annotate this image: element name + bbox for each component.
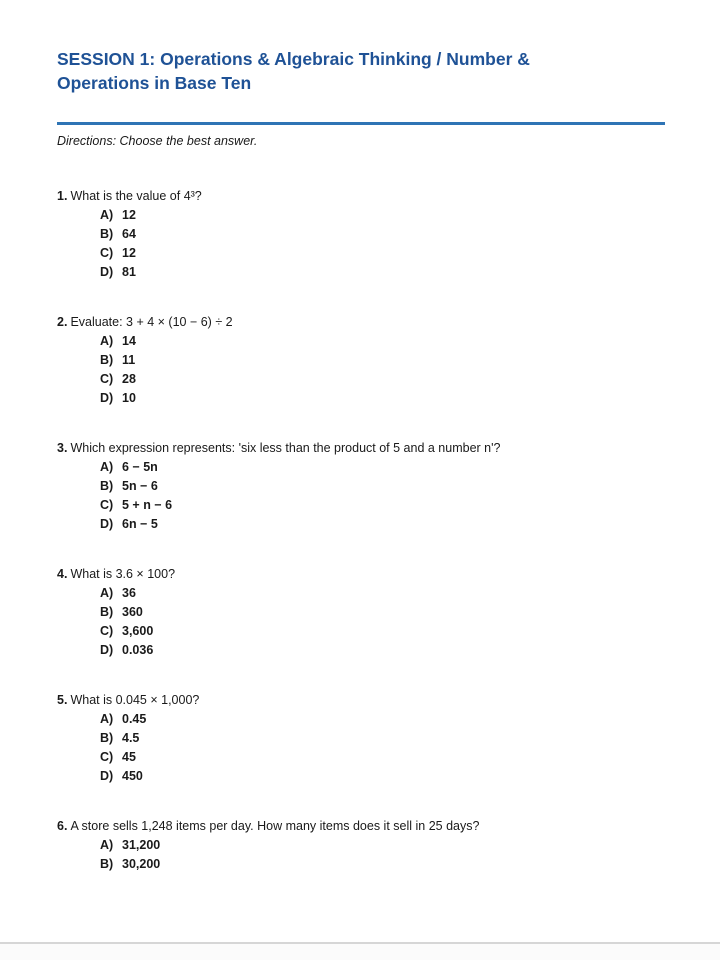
option-list xyxy=(100,710,665,786)
option-letter: D) xyxy=(100,517,114,531)
option-letter: B) xyxy=(100,605,114,619)
question-block xyxy=(57,691,665,786)
option-value: 5 + n − 6 xyxy=(122,498,173,512)
question-header xyxy=(57,313,665,332)
question-block xyxy=(57,565,665,660)
option-value: 3,600 xyxy=(122,624,154,638)
option-list xyxy=(100,332,665,408)
option-list xyxy=(100,206,665,282)
directions-text: Directions: Choose the best answer. xyxy=(57,134,258,148)
option-letter: C) xyxy=(100,750,114,764)
question-number: 3. xyxy=(57,441,68,455)
option-value: 30,200 xyxy=(122,857,161,871)
option-value: 14 xyxy=(122,334,136,348)
option-letter: B) xyxy=(100,479,114,493)
option-row xyxy=(100,836,665,855)
option-value: 11 xyxy=(122,353,136,367)
option-value: 10 xyxy=(122,391,136,405)
page-title-line-2: Operations in Base Ten xyxy=(57,73,252,93)
option-letter: A) xyxy=(100,334,114,348)
question-number: 1. xyxy=(57,189,68,203)
option-row xyxy=(100,515,665,534)
question-text: Which expression represents: 'six less than the product of 5 and a number n'? xyxy=(70,441,501,455)
page-title-line-1: SESSION 1: Operations & Algebraic Thinking / Number & xyxy=(57,49,530,69)
question-header xyxy=(57,817,665,836)
option-row xyxy=(100,332,665,351)
option-list xyxy=(100,584,665,660)
question-block xyxy=(57,313,665,408)
option-row xyxy=(100,370,665,389)
option-row xyxy=(100,855,665,874)
option-value: 36 xyxy=(122,586,136,600)
option-row xyxy=(100,603,665,622)
question-text: What is 3.6 × 100? xyxy=(70,567,176,581)
question-number: 4. xyxy=(57,567,68,581)
option-value: 360 xyxy=(122,605,143,619)
option-letter: B) xyxy=(100,227,114,241)
option-value: 45 xyxy=(122,750,136,764)
question-number: 6. xyxy=(57,819,68,833)
option-row xyxy=(100,389,665,408)
option-row xyxy=(100,225,665,244)
page-break-edge xyxy=(0,942,720,960)
option-row xyxy=(100,729,665,748)
question-text: A store sells 1,248 items per day. How many items does it sell in 25 days? xyxy=(70,819,480,833)
option-value: 0.45 xyxy=(122,712,147,726)
option-row xyxy=(100,351,665,370)
question-text: What is the value of 4³? xyxy=(70,189,202,203)
option-row xyxy=(100,244,665,263)
question-header xyxy=(57,565,665,584)
option-letter: B) xyxy=(100,353,114,367)
option-letter: D) xyxy=(100,265,114,279)
question-header xyxy=(57,439,665,458)
question-header xyxy=(57,187,665,206)
option-value: 4.5 xyxy=(122,731,140,745)
option-row xyxy=(100,263,665,282)
question-list xyxy=(57,187,665,874)
option-letter: C) xyxy=(100,498,114,512)
question-header xyxy=(57,691,665,710)
option-letter: C) xyxy=(100,246,114,260)
question-number: 5. xyxy=(57,693,68,707)
title-rule xyxy=(57,122,665,125)
option-letter: B) xyxy=(100,731,114,745)
option-value: 81 xyxy=(122,265,136,279)
option-row xyxy=(100,748,665,767)
option-row xyxy=(100,622,665,641)
option-row xyxy=(100,458,665,477)
option-list xyxy=(100,836,665,874)
option-letter: A) xyxy=(100,712,114,726)
option-row xyxy=(100,710,665,729)
option-letter: D) xyxy=(100,643,114,657)
option-letter: A) xyxy=(100,460,114,474)
question-block xyxy=(57,439,665,534)
option-row xyxy=(100,206,665,225)
page-title xyxy=(57,47,665,95)
option-value: 12 xyxy=(122,208,136,222)
option-letter: D) xyxy=(100,769,114,783)
option-value: 5n − 6 xyxy=(122,479,158,493)
option-letter: A) xyxy=(100,586,114,600)
option-row xyxy=(100,584,665,603)
option-value: 0.036 xyxy=(122,643,154,657)
option-row xyxy=(100,641,665,660)
question-block xyxy=(57,187,665,282)
option-value: 6n − 5 xyxy=(122,517,158,531)
option-list xyxy=(100,458,665,534)
option-value: 450 xyxy=(122,769,143,783)
option-letter: C) xyxy=(100,372,114,386)
option-letter: C) xyxy=(100,624,114,638)
question-text: What is 0.045 × 1,000? xyxy=(70,693,200,707)
question-block xyxy=(57,817,665,874)
option-value: 12 xyxy=(122,246,136,260)
option-row xyxy=(100,767,665,786)
question-number: 2. xyxy=(57,315,68,329)
option-value: 31,200 xyxy=(122,838,161,852)
option-value: 6 − 5n xyxy=(122,460,158,474)
option-letter: D) xyxy=(100,391,114,405)
option-letter: A) xyxy=(100,208,114,222)
option-value: 28 xyxy=(122,372,136,386)
question-text: Evaluate: 3 + 4 × (10 − 6) ÷ 2 xyxy=(70,315,233,329)
option-row xyxy=(100,496,665,515)
option-row xyxy=(100,477,665,496)
option-value: 64 xyxy=(122,227,136,241)
option-letter: A) xyxy=(100,838,114,852)
option-letter: B) xyxy=(100,857,114,871)
